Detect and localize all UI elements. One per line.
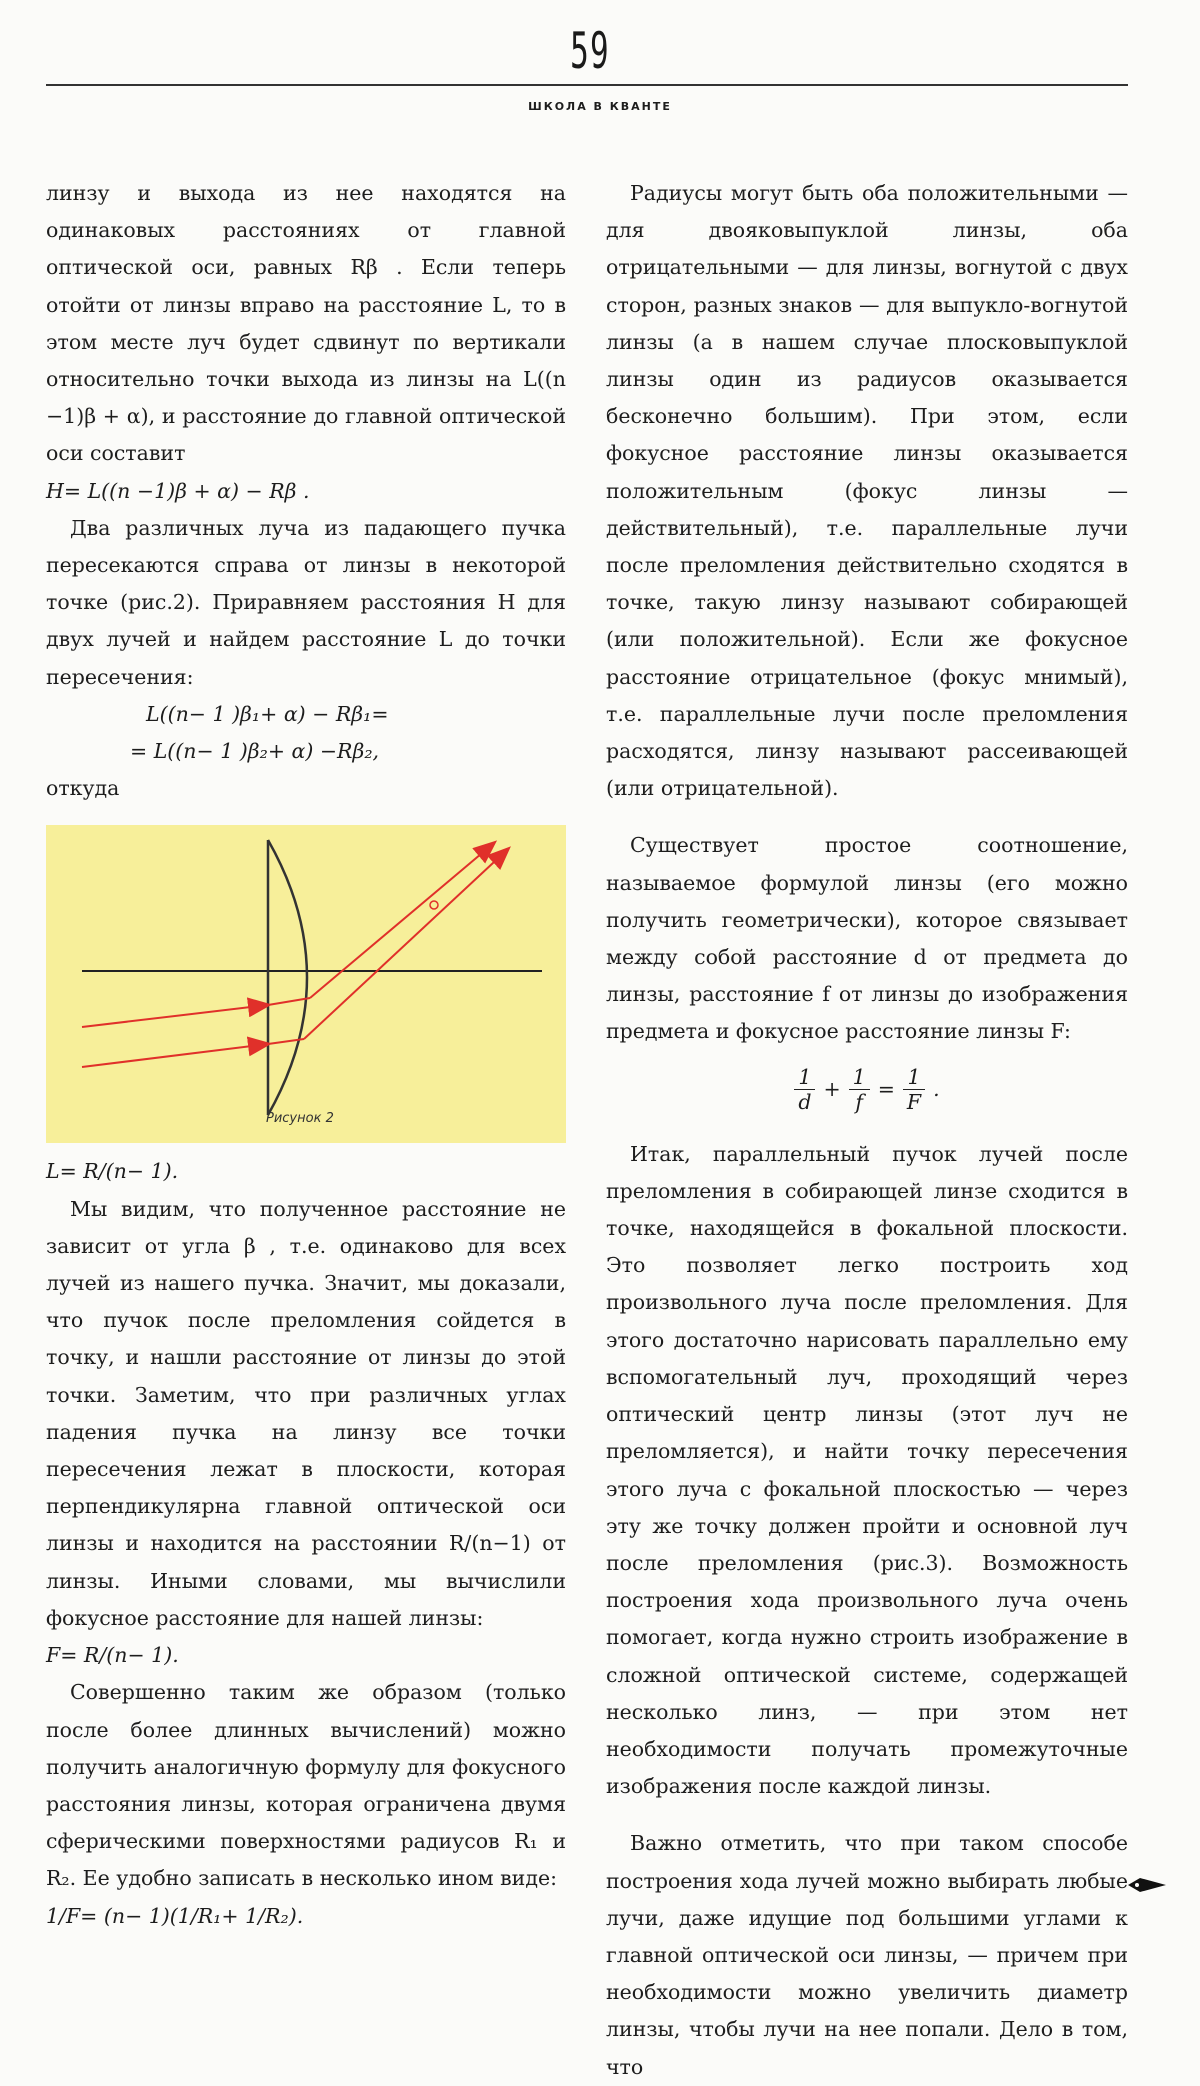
- formula-h: H= L((n −1)β + α) − Rβ .: [46, 478, 310, 503]
- lens-formula: [606, 1065, 1128, 1114]
- figure-caption: Рисунок 2: [266, 1111, 334, 1127]
- paragraph: линзу и выхода из нее находятся на одинаковых расстояниях от главной оптической оси, равных Rβ . Если теперь отойти от линзы вправо на расстояние L, то в этом месте луч будет сдвинут по вертикали относительно точки выхода из линзы на L((n −1)β + α), и расстояние до главной оптической оси составит: [46, 181, 566, 466]
- running-head: ШКОЛА В КВАНТЕ: [528, 100, 672, 113]
- page-number: 59: [570, 22, 610, 80]
- lens-curved-side: [268, 840, 307, 1115]
- denominator: d: [798, 1089, 812, 1114]
- right-column: [606, 175, 1128, 2086]
- formula-l: L= R/(n− 1).: [46, 1159, 179, 1184]
- denominator: F: [906, 1089, 922, 1114]
- fraction-1-over-f: [849, 1065, 870, 1114]
- paragraph: Два различных луча из падающего пучка пересекаются справа от линзы в некоторой точке (рис.2). Приравняем расстояния H для двух лучей и найдем расстояние L до точки пересечения:: [46, 515, 566, 689]
- numerator: 1: [794, 1065, 815, 1090]
- incoming-ray-1: [82, 1005, 268, 1027]
- numerator: 1: [903, 1065, 924, 1090]
- paragraph: Совершенно таким же образом (только после более длинных вычислений) можно получить аналогичную формулу для фокусного расстояния линзы, которая ограничена двумя сферическими поверхностями радиусов R₁ и R₂. Ее удобно записать в несколько ином виде:: [46, 1680, 566, 1891]
- incoming-ray-2: [82, 1044, 268, 1067]
- paragraph: Мы видим, что полученное расстояние не зависит от угла β , т.е. одинаково для всех лучей из нашего пучка. Значит, мы доказали, что пучок после преломления сойдется в точку, и нашли расстояние от линзы до этой точки. Заметим, что при различных углах падения пучка на линзу все точки пересечения лежат в плоскости, которая перпендикулярна главной оптической оси линзы и находится на расстоянии R/(n−1) от линзы. Иными словами, мы вычислили фокусное расстояние для нашей линзы:: [46, 1196, 566, 1630]
- paragraph: Итак, параллельный пучок лучей после преломления в собирающей линзе сходится в точке, находящейся в фокальной плоскости. Это позволяет легко построить ход произвольного луча после преломления. Для этого достаточно нарисовать параллельно ему вспомогательный луч, проходящий через оптический центр линзы (этот луч не преломляется), и найти точку пересечения этого луча с фокальной плоскостью — через эту же точку должен пройти и основной луч после преломления (рис.3). Возможность построения хода произвольного луча очень помогает, когда нужно строить изображение в сложной оптической системе, содержащей несколько линз, — при этом нет необходимости получать промежуточные изображения после каждой линзы.: [606, 1141, 1128, 1799]
- paragraph: Важно отметить, что при таком способе построения хода лучей можно выбирать любые лучи, даже идущие под большими углами к главной оптической оси линзы, — причем при необходимости можно увеличить диаметр линзы, чтобы лучи на нее попали. Дело в том, что: [606, 1831, 1128, 2079]
- intersection-point: [430, 901, 438, 909]
- fraction-1-over-d: [794, 1065, 815, 1114]
- formula-intersection-1: L((n− 1 )β₁+ α) − Rβ₁=: [146, 701, 389, 726]
- formula-focal-length: F= R/(n− 1).: [46, 1643, 179, 1668]
- lens-diagram: [46, 825, 566, 1143]
- header-rule: [46, 84, 1128, 86]
- formula-lensmaker: 1/F= (n− 1)(1/R₁+ 1/R₂).: [46, 1903, 304, 1928]
- paragraph: откуда: [46, 776, 120, 801]
- operator-equals: =: [877, 1076, 895, 1101]
- continue-arrow-icon: [1128, 1876, 1168, 1894]
- formula-intersection-2: = L((n− 1 )β₂+ α) −Rβ₂,: [130, 739, 380, 764]
- refracted-ray-1: [310, 843, 494, 998]
- paragraph: Существует простое соотношение, называемое формулой линзы (его можно получить геометрически), которое связывает между собой расстояние d от предмета до линзы, расстояние f от линзы до изображения предмета и фокусное расстояние линзы F:: [606, 833, 1128, 1044]
- left-column: [46, 175, 566, 1935]
- inner-ray-1: [268, 998, 310, 1005]
- figure-2: [46, 825, 566, 1143]
- refracted-ray-2: [304, 849, 508, 1039]
- operator-plus: +: [823, 1076, 841, 1101]
- numerator: 1: [849, 1065, 870, 1090]
- denominator: f: [855, 1089, 863, 1114]
- period: .: [933, 1076, 940, 1101]
- fraction-1-over-F: [903, 1065, 925, 1114]
- paragraph: Радиусы могут быть оба положительными — для двояковыпуклой линзы, оба отрицательными — для линзы, вогнутой с двух сторон, разных знаков — для выпукло-вогнутой линзы (а в нашем случае плосковыпуклой линзы один из радиусов оказывается бесконечно большим). При этом, если фокусное расстояние линзы оказывается положительным (фокус линзы — действительный), т.е. параллельные лучи после преломления действительно сходятся в точке, такую линзу называют собирающей (или положительной). Если же фокусное расстояние отрицательное (фокус мнимый), т.е. параллельные лучи после преломления расходятся, линзу называют рассеивающей (или отрицательной).: [606, 181, 1128, 801]
